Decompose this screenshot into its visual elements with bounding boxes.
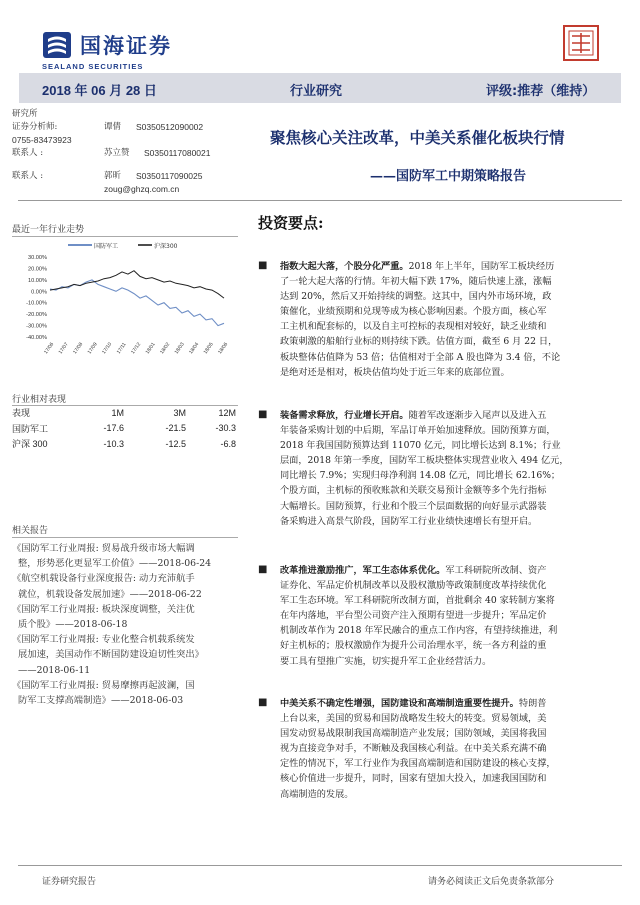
x-tick-label: 17/06 (43, 341, 56, 356)
contact-id-1: S0350117080021 (144, 148, 211, 158)
invest-line: 特朗普 (518, 698, 547, 709)
invest-line: 是绝对还是相对，板块估值均处于近三年来的底部位置。 (280, 366, 510, 378)
table-cell: -21.5 (165, 423, 186, 434)
invest-line: 随着军改逐渐步入尾声以及进入五 (408, 410, 547, 421)
invest-point-text (280, 259, 610, 380)
contact-role-1: 联系人 : (12, 148, 44, 158)
invest-line: 国发动贸易战限制我国高端制造产业发展；国防领域，美国将我国 (280, 728, 547, 740)
invest-point-bold: 改革推进激励推广，军工生态体系优化。 (280, 565, 446, 576)
related-report-line[interactable]: 就位，机载设备发展加速》——2018-06-22 (18, 588, 202, 600)
invest-point-1 (258, 259, 610, 380)
report-main-title: 聚焦核心关注改革，中美关系催化板块行情 (270, 128, 565, 147)
invest-line: 策催化，业绩预期和兑现等成为核心影响因素。个股方面，核心军 (280, 306, 547, 318)
invest-line: 军工科研院所改制、资产 (445, 565, 547, 576)
invest-point-4 (258, 696, 610, 802)
table-header-cell: 表现 (12, 408, 31, 419)
x-tick-label: 18/01 (144, 341, 157, 356)
x-tick-label: 17/07 (57, 341, 70, 356)
legend-label-hs300: 沪深300 (154, 243, 178, 250)
bullet-square-icon: ■ (258, 409, 268, 420)
title-divider (18, 200, 622, 201)
invest-line: 高端制造的发展。 (280, 788, 354, 800)
y-tick-label: 10.00% (28, 277, 47, 284)
performance-table (12, 405, 236, 452)
x-tick-label: 17/10 (101, 341, 114, 356)
table-header-cell: 1M (111, 407, 124, 418)
invest-point-text (280, 563, 610, 669)
analyst-name-1: 谭倩 (104, 122, 122, 132)
related-report-line[interactable]: 质个股》——2018-06-18 (18, 619, 128, 631)
related-section-title: 相关报告 (12, 526, 49, 536)
bullet-square-icon: ■ (258, 564, 268, 575)
related-report-line[interactable]: 《国防军工行业周报: 专业化整合机载系统发 (12, 634, 195, 646)
table-cell: -30.3 (215, 423, 236, 434)
company-name-cn: 国海证券 (80, 34, 172, 58)
invest-point-bold: 装备需求释放，行业增长开启。 (280, 410, 409, 421)
contact-id-2: S0350117090025 (136, 171, 203, 181)
report-rating: 评级:推荐（维持） (486, 84, 596, 99)
related-report-line[interactable]: 防军工支撑高端制造》——2018-06-03 (18, 695, 184, 707)
bullet-square-icon: ■ (258, 260, 268, 271)
invest-point-2 (258, 408, 610, 529)
invest-line: 机制改革作为 2018 年军民融合的重点工作内容，有望持续推进，利 (280, 625, 558, 637)
performance-section-title: 行业相对表现 (12, 395, 67, 405)
invest-line: 政策刺激的船舶行业标的则持续下跌。估值方面，截至 6 月 22 日， (280, 336, 558, 348)
related-report-line[interactable]: 《国防军工行业周报: 贸易战升级市场大幅调 (12, 543, 195, 554)
invest-line: 工主机和配套标的，以及自主可控标的表现相对较好，缺乏业绩和 (280, 321, 547, 333)
invest-line: 备采购进入高景气阶段，国防军工行业业绩快速增长有望开启。 (280, 515, 538, 527)
invest-point-bold: 中美关系不确定性增强，国防建设和高端制造重要性提升。 (280, 698, 519, 709)
related-report-line[interactable]: 《国防军工行业周报: 板块深度调整，关注优 (12, 603, 195, 615)
analyst-role-1: 证券分析师: (12, 122, 58, 132)
table-cell: -6.8 (220, 438, 236, 449)
report-date: 2018 年 06 月 28 日 (42, 83, 157, 98)
related-report-line[interactable]: 展加速，美国动作不断国防建设迫切性突出》 (18, 649, 204, 661)
trend-line-chart (10, 240, 238, 375)
invest-line: 层面，2018 年第一季度，国防军工板块整体实现营业收入 494 亿元， (280, 455, 569, 467)
x-tick-label: 18/06 (217, 341, 230, 356)
x-tick-label: 17/08 (72, 341, 85, 356)
related-report-line[interactable]: ——2018-06-11 (18, 664, 91, 676)
x-tick-label: 18/04 (188, 341, 201, 356)
x-tick-label: 17/12 (130, 341, 143, 356)
table-row (12, 421, 236, 437)
invest-line: 上台以来，美国的贸易和国防战略发生较大的转变。贸易领域，美 (280, 713, 547, 725)
footer-right-text: 请务必阅读正文后免责条款部分 (428, 877, 555, 887)
invest-point-text (280, 696, 610, 802)
analyst-id-1: S0350512090002 (136, 122, 204, 132)
related-report-line[interactable]: 《航空机载设备行业深度报告: 动力充沛航手 (12, 573, 195, 585)
invest-line: 板块整体估值降为 53 倍；估值相对于全部 A 股也降为 3.4 倍，不论 (280, 351, 561, 363)
invest-line: 个股方面，主机标的预收账款和关联交易预计金额等多个先行指标 (280, 485, 547, 497)
related-report-list (12, 541, 240, 708)
report-sub-title: ——国防军工中期策略报告 (370, 169, 527, 184)
y-tick-label: -10.00% (26, 300, 47, 307)
table-cell: 国防军工 (12, 423, 49, 434)
related-report-line[interactable]: 《国防军工行业周报: 贸易摩擦再起波澜，国 (12, 679, 195, 691)
report-type: 行业研究 (290, 84, 343, 99)
invest-line: 定性的情况下，军工行业作为我国高端制造和国防建设的核心支撑， (280, 758, 556, 770)
footer-left-text: 证券研究报告 (42, 877, 97, 887)
table-cell: -12.5 (165, 438, 186, 449)
invest-line: 2018 年上半年，国防军工板块经历 (408, 261, 555, 272)
footer-divider (18, 865, 622, 866)
invest-line: 证券化、军品定价机制改革以及股权激励等政策制度改革持续优化 (280, 580, 547, 592)
invest-line: 核心价值进一步提升，同时，国家有望加大投入，加速我国国防和 (280, 773, 547, 785)
table-header-row (12, 405, 236, 421)
related-section-line (12, 537, 238, 538)
table-row (12, 436, 236, 452)
y-tick-label: 20.00% (28, 266, 47, 273)
table-cell: -17.6 (103, 423, 124, 434)
invest-line: 在年内落地，平台型公司资产注入预期有望进一步提升；军品定价 (280, 610, 547, 622)
x-tick-label: 18/03 (173, 341, 186, 356)
table-cell: 沪深 300 (12, 439, 48, 450)
table-header-cell: 3M (173, 407, 186, 418)
y-tick-label: -40.00% (26, 335, 47, 341)
invest-line: 2018 年我国国防预算达到 11070 亿元，同比增长达到 8.1%；行业 (280, 440, 561, 452)
series-line-hs300 (50, 271, 224, 298)
invest-point-text (280, 408, 610, 529)
x-tick-label: 18/05 (202, 341, 215, 356)
invest-line: 了一轮大起大落的行情。年初大幅下跌 17%，随后快速上涨，涨幅 (280, 276, 552, 288)
bullet-square-icon: ■ (258, 697, 268, 708)
contact-email: zoug@ghzq.com.cn (104, 184, 180, 194)
invest-point-bold: 指数大起大落，个股分化严重。 (280, 261, 409, 272)
invest-line: 军工生态环境。军工科研院所改制方面，首批剩余 40 家转制方案将 (280, 595, 555, 607)
invest-line: 年装备采购计划的中后期，军品订单开始加速释放。国防预算方面， (280, 425, 556, 437)
x-tick-label: 17/09 (86, 341, 99, 356)
contact-role-2: 联系人 : (12, 171, 44, 181)
y-tick-label: -30.00% (26, 323, 47, 330)
related-report-line[interactable]: 整，形势恶化更显军工价值》——2018-06-24 (18, 558, 212, 570)
x-tick-label: 18/02 (159, 341, 172, 356)
invest-heading: 投资要点: (258, 214, 324, 232)
x-tick-label: 17/11 (115, 341, 128, 356)
y-tick-label: -20.00% (26, 312, 47, 319)
y-tick-label: 0.00% (31, 289, 47, 296)
y-tick-label: 30.00% (28, 255, 47, 261)
dept-label: 研究所 (12, 109, 38, 119)
invest-line: 大幅增长。国防预算，行业和个股三个层面数据的向好显示武器装 (280, 500, 547, 512)
trend-section-title: 最近一年行业走势 (12, 225, 85, 235)
invest-line: 达到 20%，然后又开始持续的调整。这其中，国内外市场环境，政 (280, 291, 552, 303)
contact-name-1: 苏立赞 (104, 148, 130, 158)
invest-line: 要工具有望推广实施，切实提升军工企业经营活力。 (280, 655, 492, 667)
trend-section-line (12, 236, 238, 237)
contact-name-2: 郭昕 (104, 171, 122, 181)
table-header-cell: 12M (218, 407, 236, 418)
invest-line: 同比增长 7.9%；实现归母净利润 14.08 亿元，同比增长 62.16%； (280, 470, 561, 482)
table-cell: -10.3 (103, 438, 124, 449)
company-name-en: SEALAND SECURITIES (42, 62, 144, 71)
invest-point-3 (258, 563, 610, 669)
invest-line: 好主机标的；股权激励作为提升公司治理水平，统一各方利益的重 (280, 640, 547, 652)
seal-stamp-icon (562, 24, 600, 62)
legend-label-defense: 国防军工 (94, 243, 119, 250)
company-logo-icon (42, 30, 72, 60)
invest-line: 视为直接竞争对手，不断触及我国核心利益。在中美关系充满不确 (280, 743, 547, 755)
analyst-phone: 0755-83473923 (12, 135, 72, 145)
